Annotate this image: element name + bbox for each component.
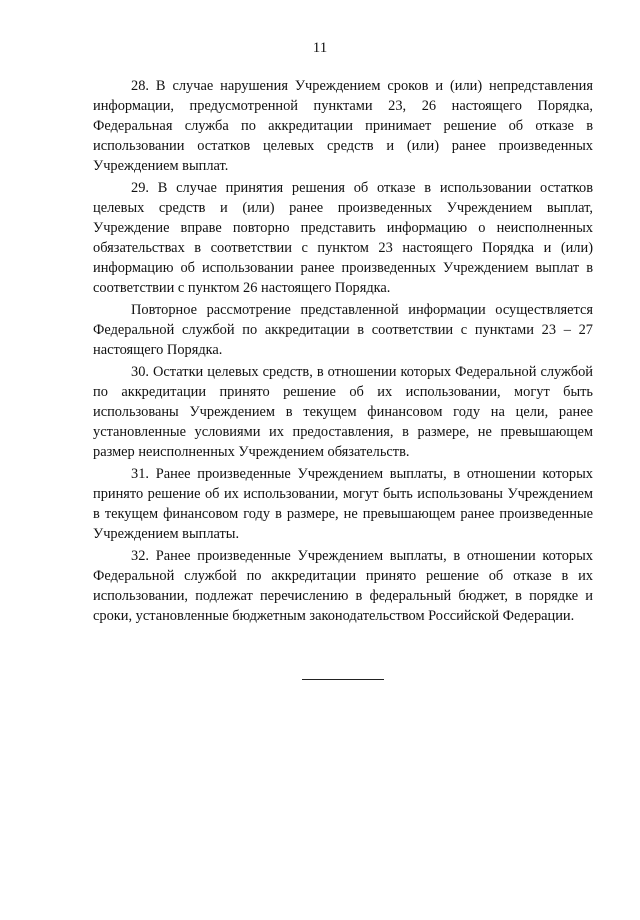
end-divider-line bbox=[302, 679, 384, 680]
paragraph-30: 30. Остатки целевых средств, в отношении которых Федеральной службой по аккредитации принято решение об их использовании, могут быть использованы Учреждением в текущем финансовом году на цели, ранее установленные условиями их предоставления, в размере, не превышающем размер неисполненных Учреждением обязательств. bbox=[93, 364, 593, 460]
paragraph-32: 32. Ранее произведенные Учреждением выплаты, в отношении которых Федеральной службой по аккредитации принято решение об отказе в их использовании, подлежат перечислению в федеральный бюджет, в порядке и сроки, установленные бюджетным законодательством Российской Федерации. bbox=[93, 548, 593, 624]
paragraph-31: 31. Ранее произведенные Учреждением выплаты, в отношении которых принято решение об их использовании, могут быть использованы Учреждением в текущем финансовом году в размере, не превышающем ранее произведенные Учреждением выплаты. bbox=[93, 466, 593, 542]
paragraph-29: 29. В случае принятия решения об отказе в использовании остатков целевых средств и (или) ранее произведенных Учреждением выплат, Учреждение вправе повторно представить информацию о неисполненных обязательствах в соответствии с пунктом 23 настоящего Порядка и (или) информацию об использовании ранее произведенных Учреждением выплат в соответствии с пунктом 26 настоящего Порядка. bbox=[93, 180, 593, 296]
page-number: 11 bbox=[312, 40, 328, 56]
paragraph-29-repeat-review: Повторное рассмотрение представленной информации осуществляется Федеральной службой по аккредитации в соответствии с пунктами 23 – 27 настоящего Порядка. bbox=[93, 302, 593, 358]
paragraph-28: 28. В случае нарушения Учреждением сроков и (или) непредставления информации, предусмотренной пунктами 23, 26 настоящего Порядка, Федеральная служба по аккредитации принимает решение об отказе в использовании остатков целевых средств и (или) ранее произведенных Учреждением выплат. bbox=[93, 78, 593, 174]
document-body bbox=[93, 76, 593, 628]
